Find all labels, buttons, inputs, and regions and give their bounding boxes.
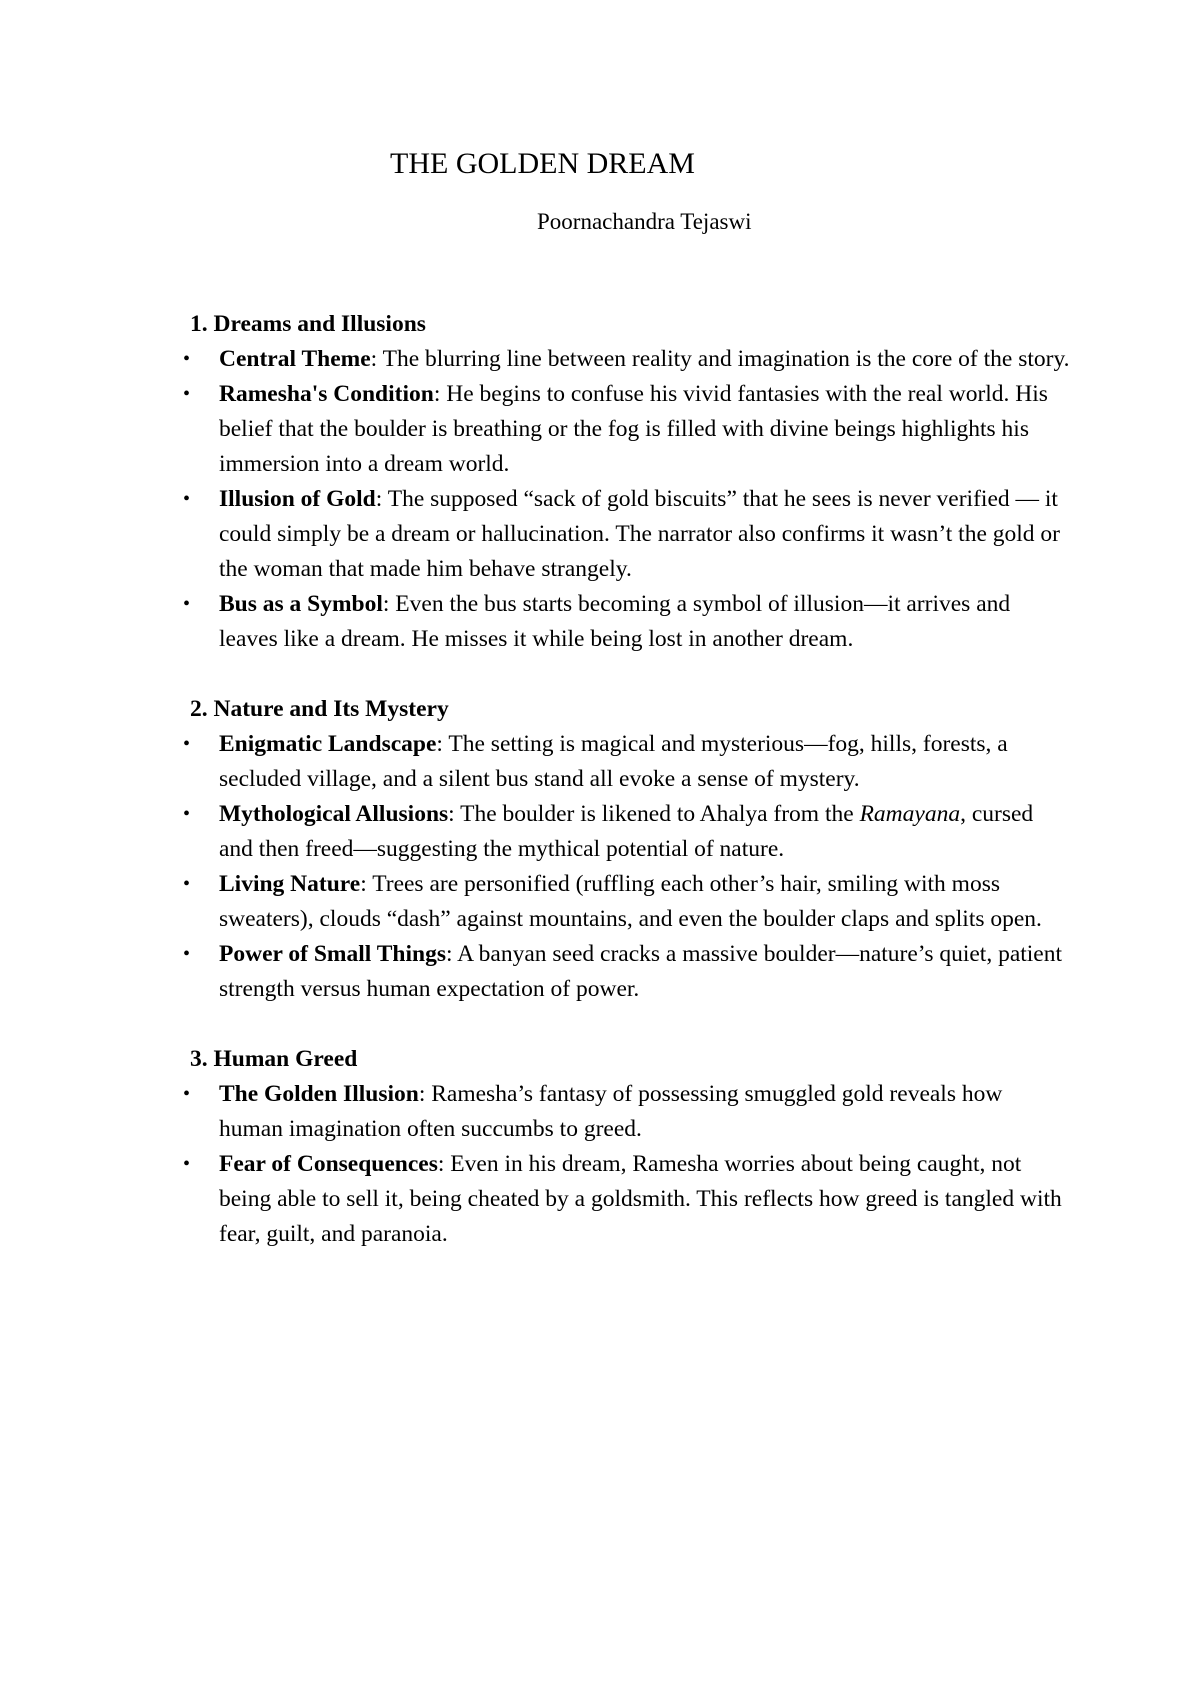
item-text: : The boulder is likened to Ahalya from the [448,801,860,827]
bullet-icon: • [183,1153,191,1175]
section-title: Dreams and Illusions [213,311,426,337]
item-text: : Even in his dream, Ramesha worries about being caught, not being able to sell it, being cheated by a goldsmith. This reflects how greed is tangled with fear, guilt, and paranoia. [219,1151,1062,1247]
document-author: Poornachandra Tejaswi [537,209,752,234]
item-term: Enigmatic Landscape [219,731,437,757]
section-dreams-and-illusions [0,307,1200,657]
bullet-icon: • [183,593,191,615]
section-human-greed [0,1042,1200,1252]
list-item [0,867,1200,937]
bullet-list [0,727,1200,1007]
item-term: Illusion of Gold [219,486,376,512]
section-number: 2. [190,696,208,722]
item-term: Living Nature [219,871,361,897]
section-title: Nature and Its Mystery [213,696,449,722]
item-text: : He begins to confuse his vivid fantasies with the real world. His belief that the boulder is breathing or the fog is filled with divine beings highlights his immersion into a dream world. [219,381,1048,477]
bullet-icon: • [183,1083,191,1105]
item-term: Power of Small Things [219,941,446,967]
item-term: Ramesha's Condition [219,381,434,407]
section-heading [0,692,1200,727]
item-term: Central Theme [219,346,371,372]
bullet-icon: • [183,383,191,405]
item-term: Bus as a Symbol [219,591,383,617]
section-title: Human Greed [213,1046,358,1072]
list-item [0,1147,1200,1252]
item-text: : Even the bus starts becoming a symbol of illusion—it arrives and leaves like a dream. He misses it while being lost in another dream. [219,591,1011,652]
item-text: , cursed and then freed—suggesting the mythical potential of nature. [219,801,1034,862]
list-item [0,727,1200,797]
item-text: : Trees are personified (ruffling each other’s hair, smiling with moss sweaters), clouds “dash” against mountains, and even the boulder claps and splits open. [219,871,1042,932]
item-term: Fear of Consequences [219,1151,438,1177]
document-title: THE GOLDEN DREAM [390,147,695,180]
bullet-icon: • [183,488,191,510]
item-term: The Golden Illusion [219,1081,419,1107]
bullet-icon: • [183,348,191,370]
bullet-icon: • [183,943,191,965]
section-heading [0,307,1200,342]
item-text: : The blurring line between reality and imagination is the core of the story. [370,346,1070,372]
bullet-icon: • [183,733,191,755]
list-item [0,1077,1200,1147]
item-text: : Ramesha’s fantasy of possessing smuggled gold reveals how human imagination often succumbs to greed. [219,1081,1003,1142]
list-item [0,937,1200,1007]
bullet-list [0,1077,1200,1252]
document-body [0,307,1200,1287]
list-item [0,587,1200,657]
item-text: : The supposed “sack of gold biscuits” that he sees is never verified — it could simply be a dream or hallucination. The narrator also confirms it wasn’t the gold or the woman that made him behave strangely. [219,486,1060,582]
section-number: 1. [190,311,208,337]
list-item [0,342,1200,377]
item-italic-title: Ramayana [859,801,961,827]
item-text: : A banyan seed cracks a massive boulder—nature’s quiet, patient strength versus human expectation of power. [219,941,1063,1002]
section-number: 3. [190,1046,208,1072]
bullet-list [0,342,1200,657]
list-item [0,377,1200,482]
section-nature-and-its-mystery [0,692,1200,1007]
list-item [0,797,1200,867]
bullet-icon: • [183,803,191,825]
item-term: Mythological Allusions [219,801,449,827]
section-heading [0,1042,1200,1077]
bullet-icon: • [183,873,191,895]
item-text: : The setting is magical and mysterious—fog, hills, forests, a secluded village, and a silent bus stand all evoke a sense of mystery. [219,731,1008,792]
list-item [0,482,1200,587]
